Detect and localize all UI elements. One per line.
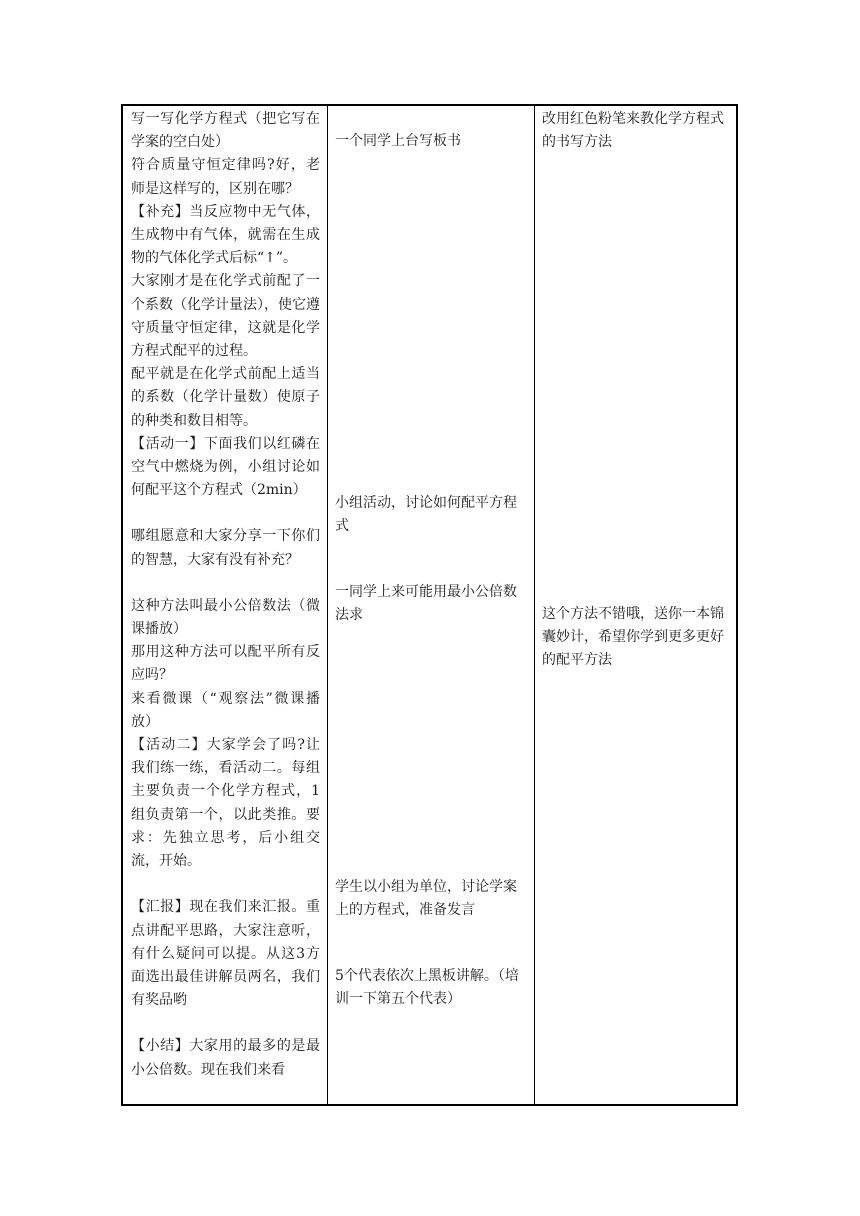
- teacher-paragraph: 符合质量守恒定律吗?好，老师是这样写的，区别在哪？: [131, 157, 320, 197]
- lesson-plan-table: [121, 104, 738, 1106]
- student-note: 小组活动，讨论如何配平方程式: [335, 495, 517, 535]
- student-note: 一个同学上台写板书: [335, 133, 461, 149]
- teacher-paragraph: 配平就是在化学式前配上适当的系数（化学计量数）使原子的种类和数目相等。: [131, 366, 320, 429]
- design-note: 改用红色粉笔来教化学方程式的书写方法: [542, 111, 724, 151]
- design-note: 这个方法不错哦，送你一本锦囊妙计，希望你学到更多更好的配平方法: [542, 606, 724, 669]
- teacher-paragraph: 【补充】当反应物中无气体，生成物中有气体，就需在生成物的气体化学式后标“↑”。: [131, 203, 320, 267]
- teacher-activity-column: [123, 106, 327, 1104]
- student-note: 一同学上来可能用最小公倍数法求: [335, 584, 517, 624]
- student-note: 5个代表依次上黑板讲解。（培训一下第五个代表）: [335, 968, 519, 1008]
- teacher-paragraph: 写一写化学方程式（把它写在学案的空白处）: [131, 111, 320, 151]
- student-activity-column: [328, 106, 534, 1104]
- design-intent-column: [535, 106, 736, 1104]
- teacher-paragraph: 哪组愿意和大家分享一下你们的智慧，大家有没有补充？: [131, 528, 320, 568]
- teacher-paragraph: 来看微课（“观察法”微课播放）: [131, 690, 320, 730]
- teacher-paragraph: 【活动一】下面我们以红磷在空气中燃烧为例，小组讨论如何配平这个方程式（2min）: [131, 435, 320, 499]
- teacher-paragraph: 【小结】大家用的最多的是最小公倍数。现在我们来看: [131, 1038, 320, 1078]
- teacher-paragraph: 【汇报】现在我们来汇报。重点讲配平思路，大家注意听，有什么疑问可以提。从这3方面选出最佳讲解员两名，我们有奖品哟: [131, 899, 320, 1009]
- teacher-paragraph: 大家刚才是在化学式前配了一个系数（化学计量法），使它遵守质量守恒定律，这就是化学方程式配平的过程。: [131, 273, 320, 360]
- student-note: 学生以小组为单位，讨论学案上的方程式，准备发言: [335, 879, 517, 919]
- teacher-paragraph: 【活动二】大家学会了吗?让我们练一练，看活动二。每组主要负责一个化学方程式，1组负责第一个，以此类推。要求：先独立思考，后小组交流，开始。: [131, 737, 320, 870]
- teacher-paragraph: 那用这种方法可以配平所有反应吗？: [131, 644, 320, 684]
- teacher-paragraph: 这种方法叫最小公倍数法（微课播放）: [131, 597, 320, 638]
